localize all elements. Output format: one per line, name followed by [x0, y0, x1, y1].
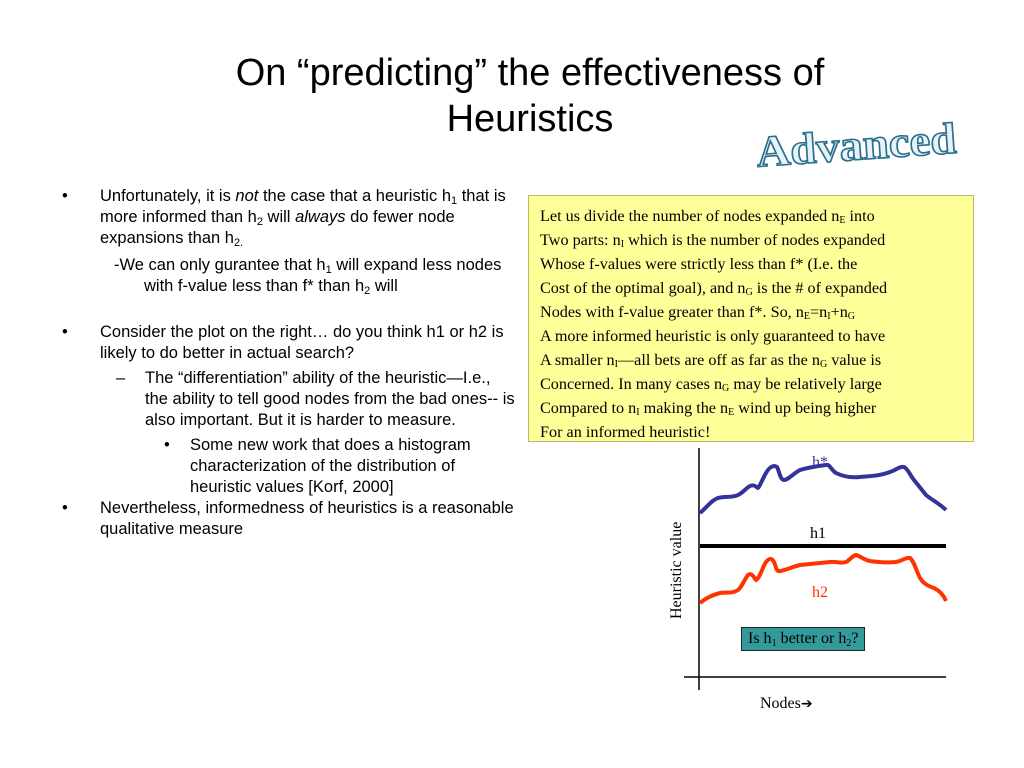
text: making the n [639, 399, 729, 417]
x-axis-label: Nodes➔ [760, 695, 813, 712]
explanation-box [528, 195, 974, 442]
heuristic-figure [660, 440, 960, 730]
sub-note [62, 255, 517, 297]
text: do fewer node expansions than h [100, 208, 455, 247]
bullet-item [62, 186, 517, 249]
subscript: E [728, 407, 735, 418]
subscript: I [827, 311, 831, 322]
subscript: 2 [364, 285, 371, 297]
subscript: I [620, 239, 625, 250]
text: better or h [776, 630, 847, 647]
title-line-1: On “predicting” the effectiveness of [235, 52, 825, 94]
text: will [370, 277, 398, 295]
text: ? [851, 630, 859, 647]
subscript: E [803, 311, 810, 322]
text: Two parts: n [540, 231, 621, 249]
text: Whose f-values were strictly less than f* (I.e. the [540, 255, 858, 273]
text: will [262, 208, 296, 226]
advanced-stamp-text: Advanced [754, 114, 946, 177]
y-axis-label: Heuristic value [668, 521, 685, 619]
advanced-stamp [752, 102, 967, 182]
text: Concerned. In many cases n [540, 375, 723, 393]
subscript: G [745, 287, 753, 298]
text: may be relatively large [729, 375, 882, 393]
text: Let us divide the number of nodes expanded n [540, 207, 840, 225]
text-italic: always [295, 208, 346, 226]
bullet-item [62, 498, 517, 540]
text: The “differentiation” ability of the heuristic—I.e., the ability to tell good nodes from the bad ones-- is also important. But it is harder to measure. [145, 369, 515, 429]
text: Unfortunately, it is [100, 187, 236, 205]
bullet-list [62, 186, 517, 540]
subscript: 2 [846, 638, 852, 649]
hstar-curve [700, 465, 946, 513]
text-italic: not [235, 187, 259, 205]
dash-marker: – [116, 369, 126, 387]
sub-sub-bullet-item [62, 435, 517, 498]
subscript: G [819, 359, 828, 370]
bullet-item [62, 322, 517, 364]
subscript: 1 [451, 195, 458, 207]
subscript: G [847, 311, 856, 322]
question-badge [741, 627, 865, 651]
text: —all bets are off as far as the n [617, 351, 820, 369]
text: Is h [748, 630, 772, 647]
text: Compared to n [540, 399, 637, 417]
text: +n [830, 303, 848, 321]
subscript: 2. [233, 237, 244, 249]
text: will expand less nodes with f-value less than f* than h [144, 256, 502, 295]
subscript: I [636, 407, 640, 418]
text: is the # of expanded [752, 279, 888, 297]
text: that is more informed than h [100, 187, 506, 226]
text: Nevertheless, informedness of heuristics is a reasonable qualitative measure [100, 499, 514, 538]
text: Cost of the optimal goal), and n [540, 279, 746, 297]
text: For an informed heuristic! [540, 423, 711, 441]
title-line-2: Heuristics [446, 98, 614, 140]
text: -We can only gurantee that h [114, 256, 326, 274]
text: A more informed heuristic is only guaranteed to have [540, 327, 886, 345]
subscript: E [839, 215, 846, 226]
subscript: G [722, 383, 730, 394]
subscript: I [614, 359, 618, 370]
text: Some new work that does a histogram characterization of the distribution of heuristic values [Korf, 2000] [190, 436, 471, 496]
text: into [845, 207, 875, 225]
text: the case that a heuristic [258, 187, 438, 205]
text: wind up being higher [734, 399, 877, 417]
text: value is [827, 351, 882, 369]
hstar-label: h* [812, 454, 828, 471]
h1-label: h1 [810, 525, 826, 542]
bullet-marker: • [164, 436, 170, 454]
text: A smaller n [540, 351, 615, 369]
text: Nodes with f-value greater than f*. So, n [540, 303, 804, 321]
text: h [441, 187, 451, 205]
subscript: 1 [771, 638, 777, 649]
h2-label: h2 [812, 584, 828, 601]
text: Consider the plot on the right… do you think h1 or h2 is likely to do better in actual search? [100, 323, 504, 362]
subscript: 1 [325, 264, 332, 276]
subscript: 2 [256, 216, 263, 228]
sub-bullet-item [62, 368, 517, 431]
text: which is the number of nodes expanded [624, 231, 886, 249]
text: =n [809, 303, 828, 321]
